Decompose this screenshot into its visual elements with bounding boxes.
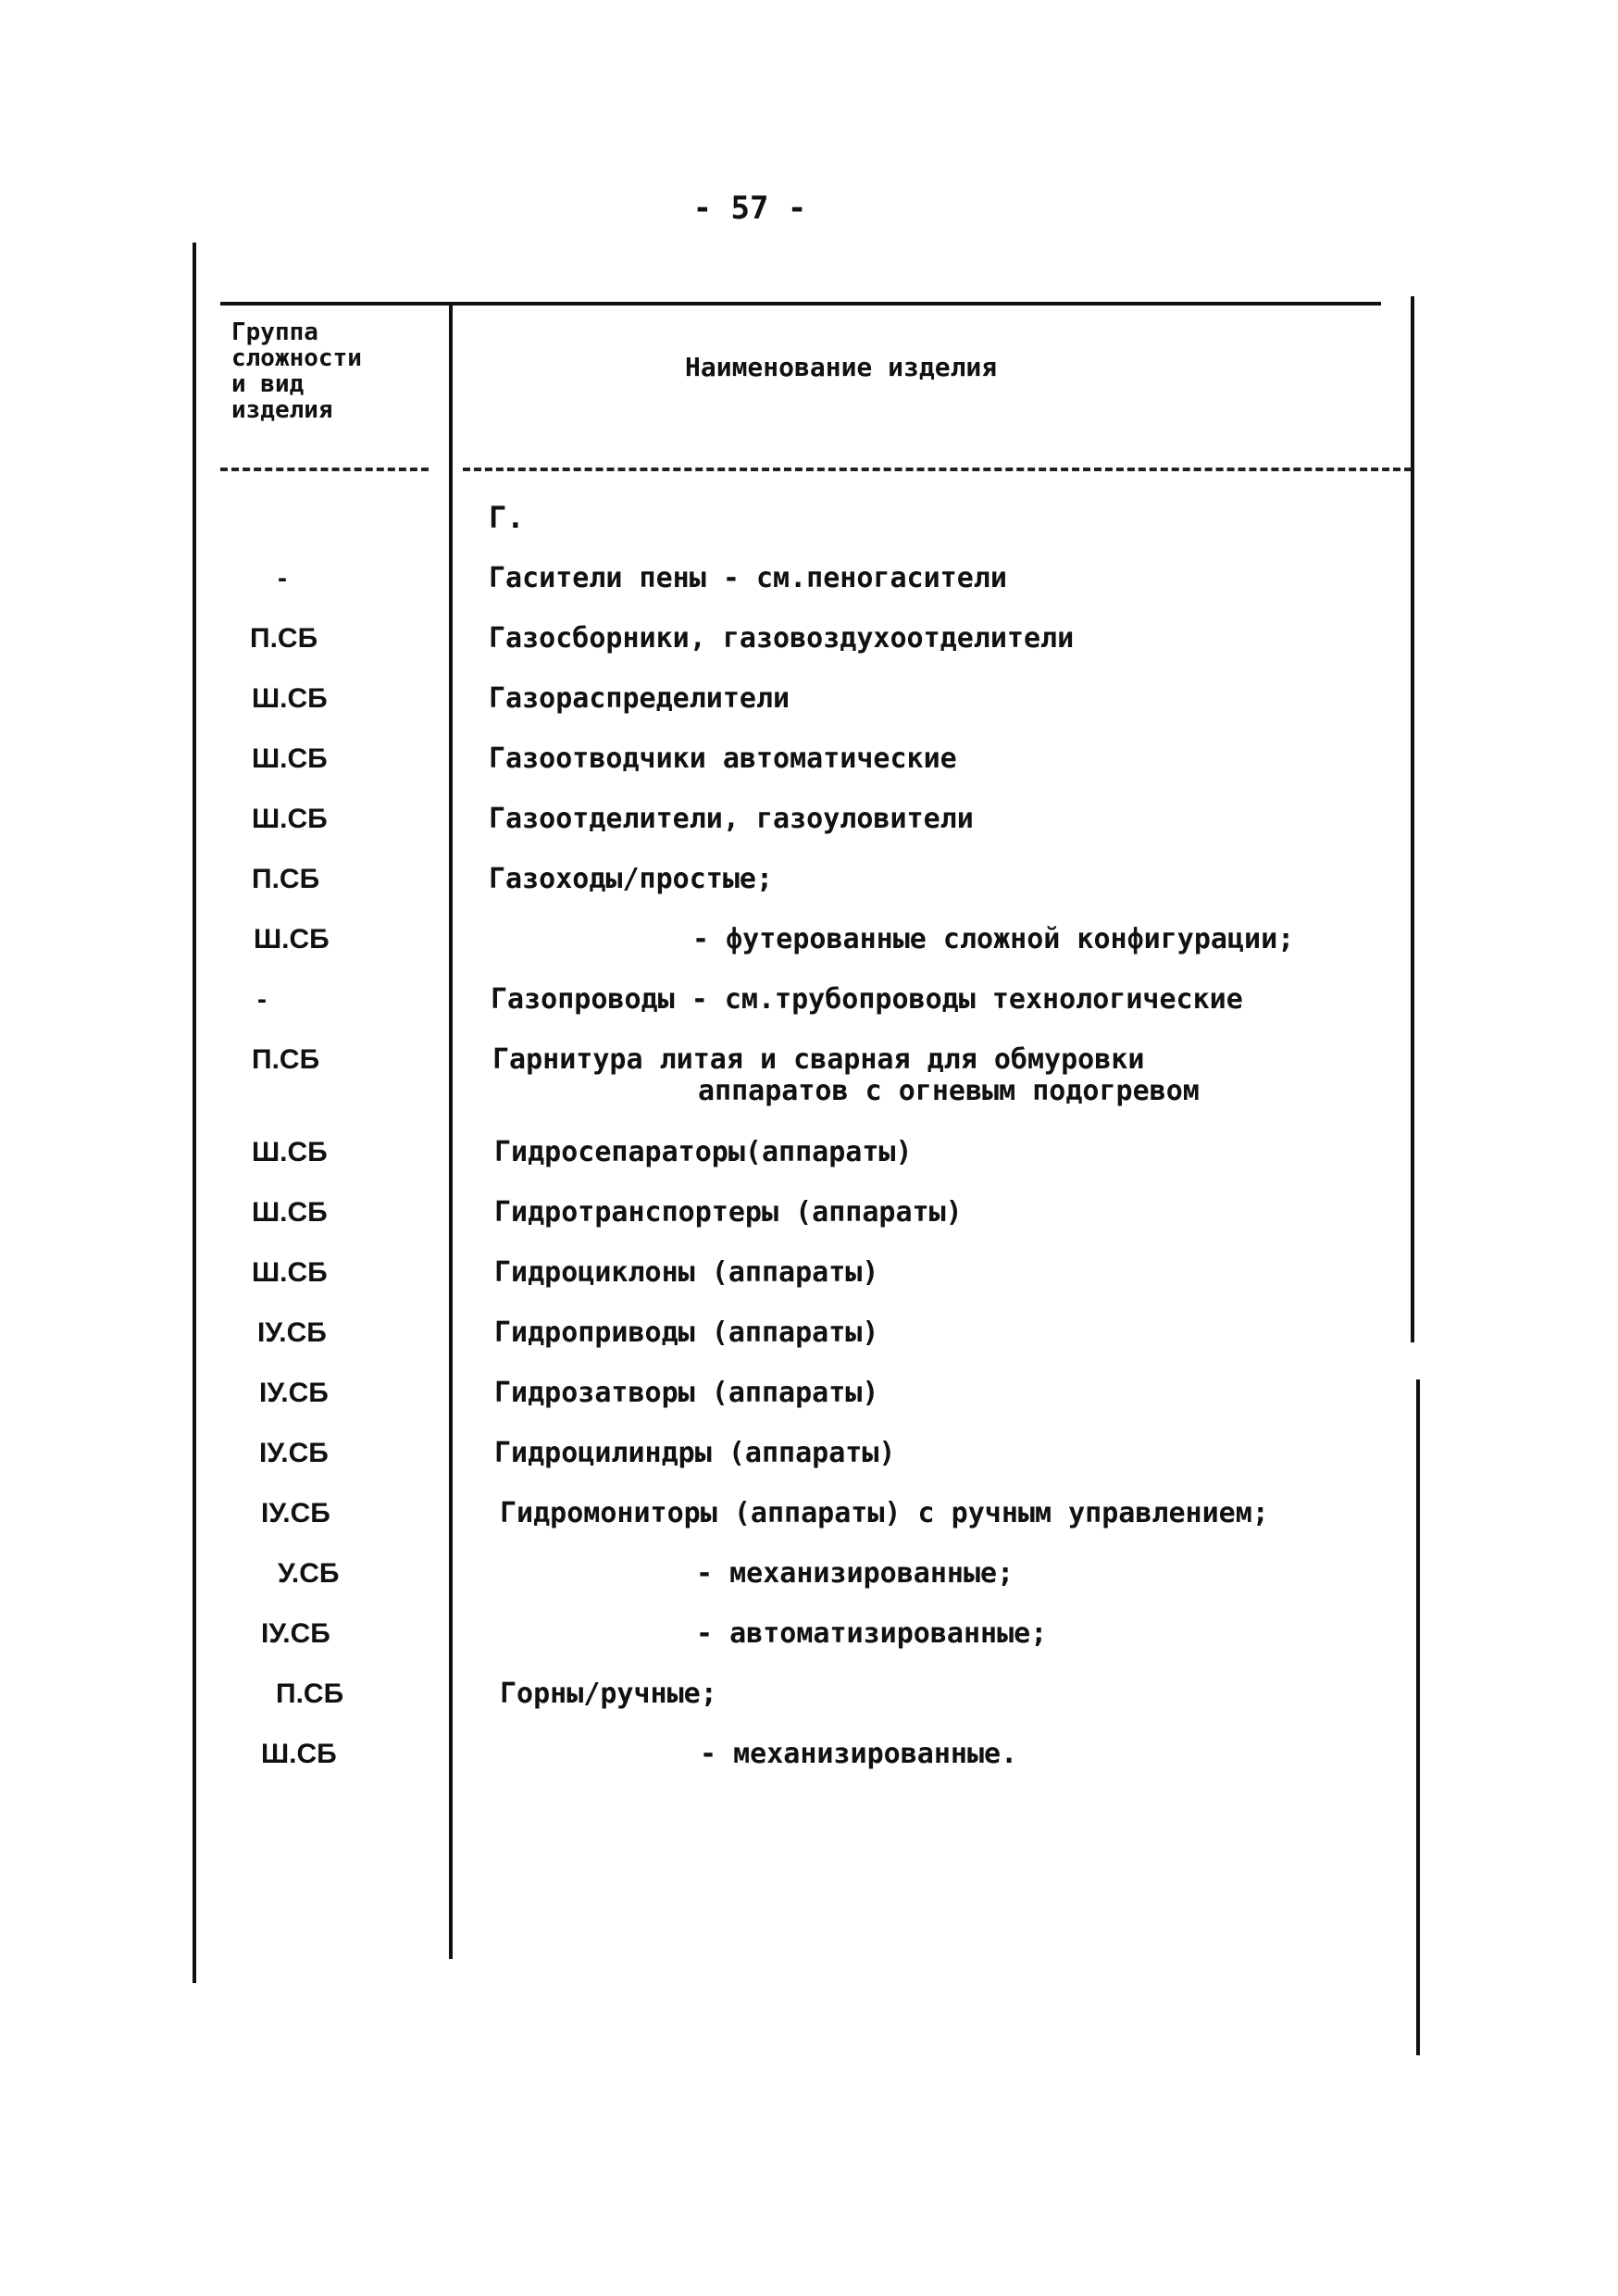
row-item-name	[489, 804, 974, 835]
row-complexity-code: П.СБ	[276, 1678, 344, 1709]
table-row	[0, 1257, 1618, 1313]
row-item-name-text: Горны/ручные;	[500, 1678, 717, 1710]
table-row	[0, 623, 1618, 679]
row-item-name-text: Гидросепараторы(аппараты)	[494, 1136, 913, 1168]
row-complexity-code: IУ.СБ	[257, 1317, 327, 1348]
table-row	[0, 683, 1618, 739]
row-complexity-code: Ш.СБ	[252, 1257, 328, 1288]
row-complexity-code: У.СБ	[278, 1558, 340, 1589]
row-complexity-code: П.СБ	[252, 1044, 320, 1075]
row-item-name	[500, 1678, 717, 1710]
row-item-name	[489, 743, 957, 775]
row-complexity-code: Ш.СБ	[252, 683, 328, 714]
row-item-name	[700, 1739, 1017, 1770]
row-item-name-text: Гидроприводы (аппараты)	[494, 1316, 879, 1349]
row-item-name-text: Гидроцилиндры (аппараты)	[494, 1437, 896, 1469]
row-item-name-text: Газоотделители, газоуловители	[489, 803, 974, 835]
row-item-name	[696, 1558, 1014, 1590]
row-complexity-code: Ш.СБ	[252, 1197, 328, 1228]
row-complexity-code: Ш.СБ	[252, 1137, 328, 1167]
row-item-name	[696, 1618, 1047, 1650]
table-row	[0, 1438, 1618, 1493]
table-row	[0, 1558, 1618, 1614]
row-item-name	[494, 1257, 878, 1289]
table-row	[0, 1618, 1618, 1674]
header-group-line: Группа	[231, 318, 318, 346]
row-item-name-text: Гарнитура литая и сварная для обмуровки	[492, 1043, 1145, 1076]
row-complexity-code: IУ.СБ	[261, 1618, 330, 1649]
row-item-name-text: - механизированные;	[696, 1557, 1014, 1590]
table-row	[0, 1317, 1618, 1373]
row-complexity-code: Ш.СБ	[252, 804, 328, 834]
row-item-name	[489, 683, 790, 715]
row-complexity-code: Ш.СБ	[252, 743, 328, 774]
table-row	[0, 864, 1618, 919]
row-complexity-code: -	[257, 984, 267, 1015]
row-item-name	[494, 1197, 963, 1229]
row-item-name-text: Газоотводчики автоматические	[489, 742, 957, 775]
row-item-name	[494, 1137, 913, 1168]
row-complexity-code: IУ.СБ	[259, 1438, 329, 1468]
table-top-rule	[220, 302, 1381, 306]
table-row	[0, 1739, 1618, 1794]
header-rule-right	[463, 468, 1412, 471]
header-group-line: изделия	[231, 396, 333, 424]
row-item-name	[489, 623, 1074, 655]
row-item-name	[489, 563, 1007, 594]
table-row	[0, 743, 1618, 799]
row-item-name	[492, 1044, 1200, 1107]
row-item-name	[500, 1498, 1269, 1529]
row-item-name	[494, 1438, 895, 1469]
row-item-name-text: Гидромониторы (аппараты) с ручным управлением;	[500, 1497, 1269, 1529]
row-item-name-text: - автоматизированные;	[696, 1617, 1048, 1650]
page-number: - 57 -	[692, 190, 807, 227]
row-item-name-text: Гасители пены - см.пеногасители	[489, 562, 1007, 594]
table-row	[0, 563, 1618, 618]
row-complexity-code: Ш.СБ	[254, 924, 330, 955]
row-item-name-text: Газоходы/простые;	[489, 863, 774, 895]
row-item-name-text: Гидрозатворы (аппараты)	[494, 1377, 879, 1409]
table-row	[0, 1678, 1618, 1734]
row-complexity-code: П.СБ	[252, 864, 320, 894]
row-complexity-code: -	[278, 563, 287, 593]
row-item-name-text: Газосборники, газовоздухоотделители	[489, 622, 1075, 655]
row-item-name	[494, 1378, 878, 1409]
section-letter: Г.	[489, 500, 525, 535]
table-row	[0, 804, 1618, 859]
table-row	[0, 1137, 1618, 1192]
row-complexity-code: П.СБ	[250, 623, 318, 654]
row-item-name-text: Гидроциклоны (аппараты)	[494, 1256, 879, 1289]
row-item-name	[692, 924, 1294, 955]
table-row	[0, 1498, 1618, 1554]
table-row	[0, 1197, 1618, 1253]
header-group-line: и вид	[231, 370, 305, 398]
header-group-line: сложности	[231, 344, 362, 372]
table-row	[0, 924, 1618, 980]
table-row	[0, 1378, 1618, 1433]
row-item-name-text: - механизированные.	[700, 1738, 1018, 1770]
header-group-column	[231, 319, 440, 423]
table-row	[0, 1043, 1618, 1107]
header-name-column: Наименование изделия	[685, 352, 998, 382]
row-item-name-text: - футерованные сложной конфигурации;	[692, 923, 1295, 955]
row-complexity-code: Ш.СБ	[261, 1739, 337, 1769]
table-row	[0, 984, 1618, 1040]
row-complexity-code: IУ.СБ	[261, 1498, 330, 1529]
row-item-name	[491, 984, 1243, 1016]
row-item-name-continuation: аппаратов с огневым подогревом	[698, 1075, 1200, 1107]
row-item-name-text: Газопроводы - см.трубопроводы технологические	[491, 983, 1243, 1016]
row-item-name-text: Газораспределители	[489, 682, 790, 715]
row-item-name	[489, 864, 773, 895]
row-item-name-text: Гидротранспортеры (аппараты)	[494, 1196, 963, 1229]
header-rule-left	[220, 468, 429, 471]
row-complexity-code: IУ.СБ	[259, 1378, 329, 1408]
row-item-name	[494, 1317, 878, 1349]
